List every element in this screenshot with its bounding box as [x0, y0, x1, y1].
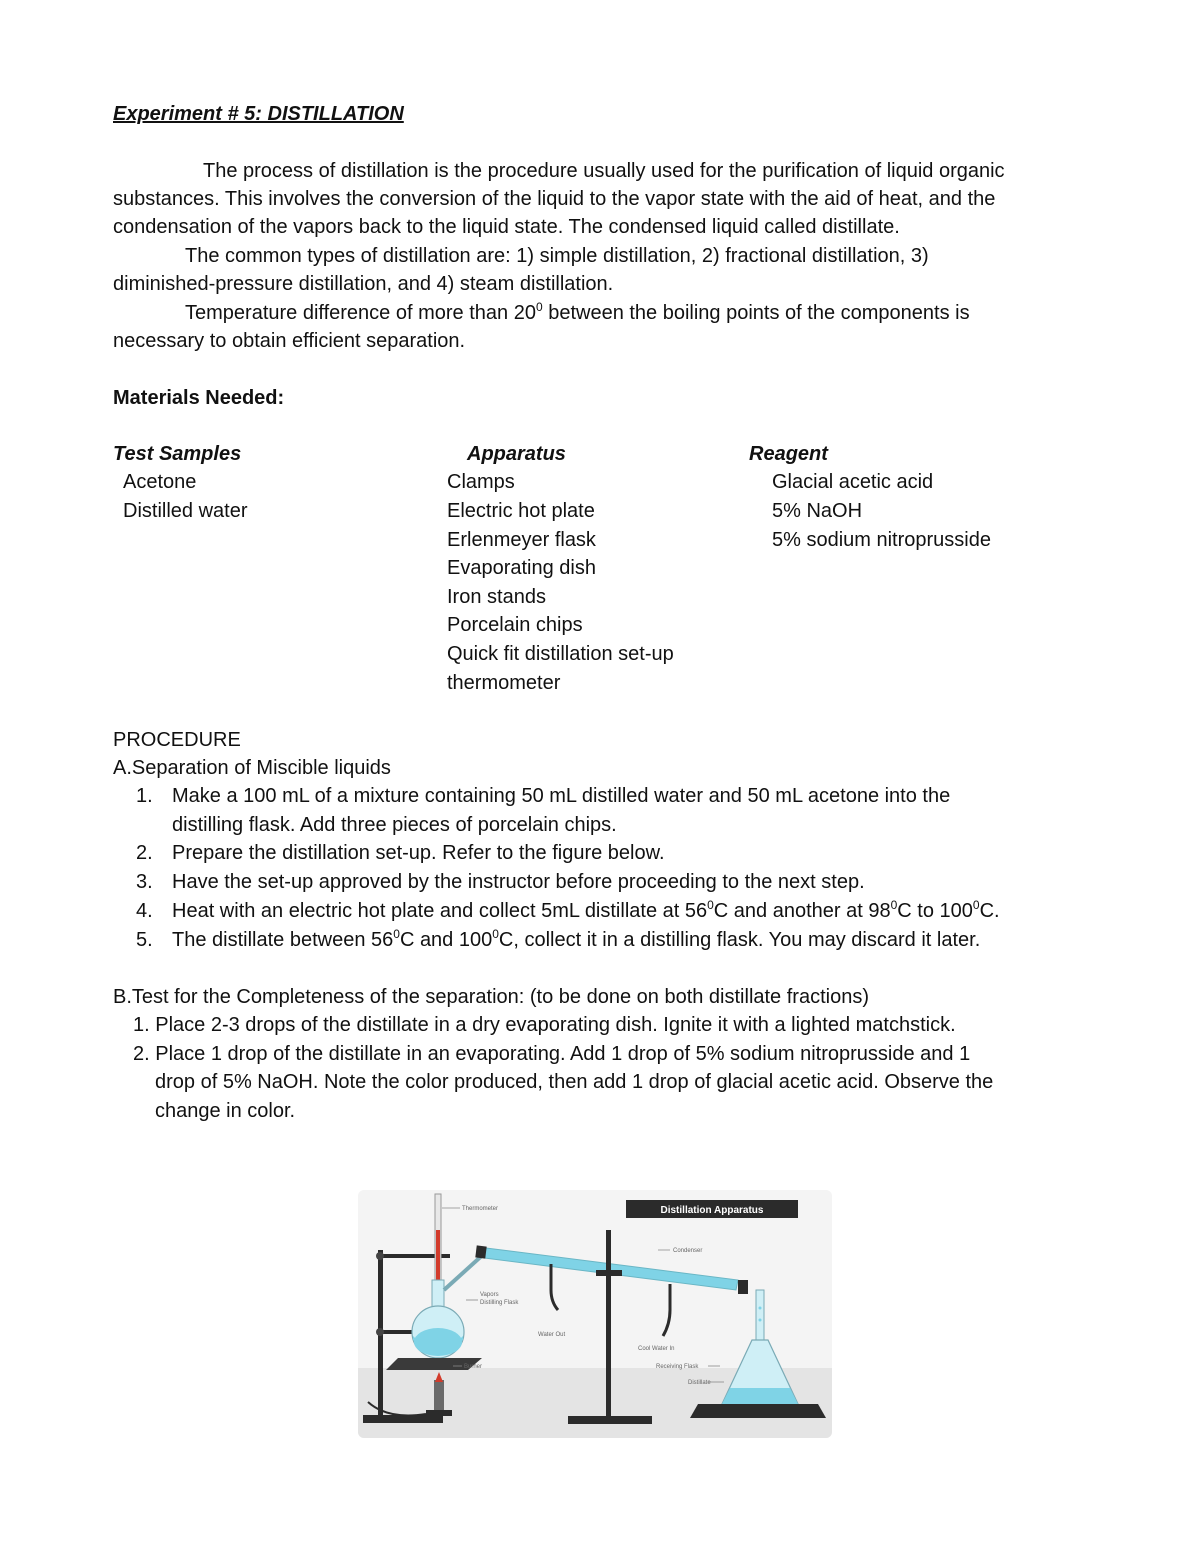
- list-item: Iron stands: [447, 586, 546, 608]
- distillate-drop: [759, 1307, 762, 1310]
- distillate-drop: [759, 1319, 762, 1322]
- list-item: Acetone: [123, 471, 197, 493]
- label-distillate: Distillate: [688, 1380, 711, 1386]
- test-step-2-cont: change in color.: [155, 1100, 296, 1122]
- materials-heading: Materials Needed:: [113, 387, 285, 409]
- list-item: Erlenmeyer flask: [447, 529, 596, 551]
- middle-iron-stand-rod: [606, 1230, 611, 1422]
- list-item: Clamps: [447, 471, 515, 493]
- condenser-clamp: [596, 1270, 622, 1276]
- clamp-knob: [376, 1252, 384, 1260]
- label-thermometer: Thermometer: [462, 1206, 499, 1212]
- procedure-step-1: 1. Make a 100 mL of a mixture containing 50 mL distilled water and 50 mL acetone into the: [136, 785, 951, 807]
- label-cool-water-in: Cool Water In: [638, 1346, 675, 1352]
- distillation-diagram: [358, 1190, 832, 1438]
- section-a-heading: A.Separation of Miscible liquids: [113, 757, 391, 779]
- procedure-step-1-cont: distilling flask. Add three pieces of porcelain chips.: [172, 814, 617, 836]
- distillate-liquid: [722, 1388, 798, 1404]
- intro-paragraph-3-line-2: necessary to obtain efficient separation.: [113, 330, 466, 352]
- list-item: Electric hot plate: [447, 500, 595, 522]
- middle-stand-base: [568, 1416, 652, 1424]
- procedure-step-2: 2. Prepare the distillation set-up. Refer to the figure below.: [136, 842, 665, 864]
- clamp-knob: [376, 1328, 384, 1336]
- label-condenser: Condenser: [673, 1248, 703, 1254]
- list-item: 5% NaOH: [772, 500, 863, 522]
- reagent-heading: Reagent: [749, 443, 828, 465]
- figure-title: Distillation Apparatus: [660, 1205, 764, 1216]
- list-item: thermometer: [447, 672, 561, 694]
- list-item: Quick fit distillation set-up: [447, 643, 674, 665]
- apparatus-heading: Apparatus: [467, 443, 566, 465]
- label-receiving-flask: Receiving Flask: [656, 1364, 699, 1370]
- intro-paragraph-1-line-2: substances. This involves the conversion of the liquid to the vapor state with the aid of heat, and the: [113, 188, 996, 210]
- test-step-2: 2. Place 1 drop of the distillate in an evaporating. Add 1 drop of 5% sodium nitroprusside and 1: [133, 1043, 971, 1065]
- list-item: 5% sodium nitroprusside: [772, 529, 991, 551]
- list-item: Porcelain chips: [447, 614, 583, 636]
- procedure-step-4: 4. Heat with an electric hot plate and collect 5mL distillate at $56^0C$ and another at $98^0C$ to $100^0C$.: [136, 898, 1000, 922]
- procedure-step-3: 3. Have the set-up approved by the instructor before proceeding to the next step.: [136, 871, 865, 893]
- label-distilling-flask: Distilling Flask: [480, 1300, 519, 1306]
- procedure-step-5: 5. The distillate between $56^0C$ and $100^0C$, collect it in a distilling flask. You may discard it later.: [136, 927, 981, 951]
- burner: [434, 1380, 444, 1412]
- label-vapors: Vapors: [480, 1292, 499, 1298]
- test-step-2-cont: drop of 5% NaOH. Note the color produced, then add 1 drop of glacial acetic acid. Observe the: [155, 1071, 994, 1093]
- intro-paragraph-2-line-2: diminished-pressure distillation, and 4) steam distillation.: [113, 273, 614, 295]
- procedure-heading: PROCEDURE: [113, 729, 241, 751]
- list-item: Evaporating dish: [447, 557, 596, 579]
- section-b-heading: B.Test for the Completeness of the separation: (to be done on both distillate fractions): [113, 986, 869, 1008]
- adapter-joint: [738, 1280, 748, 1294]
- intro-paragraph-3-line-1: Temperature difference of more than $20^0$ between the boiling points of the components is: [185, 300, 970, 324]
- distillation-apparatus-figure: [358, 1190, 832, 1438]
- condenser-joint: [475, 1245, 486, 1258]
- intro-paragraph-1-line-3: condensation of the vapors back to the liquid state. The condensed liquid called distillate.: [113, 216, 900, 238]
- flask-liquid-body: [414, 1328, 462, 1356]
- label-water-out: Water Out: [538, 1332, 566, 1338]
- list-item: Glacial acetic acid: [772, 471, 934, 493]
- intro-paragraph-2-line-1: The common types of distillation are: 1) simple distillation, 2) fractional distillation, 3): [185, 245, 929, 267]
- adapter-tube: [756, 1290, 764, 1340]
- receiving-platform: [690, 1404, 826, 1418]
- burner-base: [426, 1410, 452, 1416]
- intro-paragraph-1-line-1: The process of distillation is the procedure usually used for the purification of liquid organic: [203, 160, 1005, 182]
- page-title: Experiment # 5: DISTILLATION: [113, 103, 404, 125]
- test-step-1: 1. Place 2-3 drops of the distillate in a dry evaporating dish. Ignite it with a lighted matchstick.: [133, 1014, 956, 1036]
- test-samples-heading: Test Samples: [113, 443, 242, 465]
- label-burner: Burner: [464, 1364, 483, 1370]
- list-item: Distilled water: [123, 500, 248, 522]
